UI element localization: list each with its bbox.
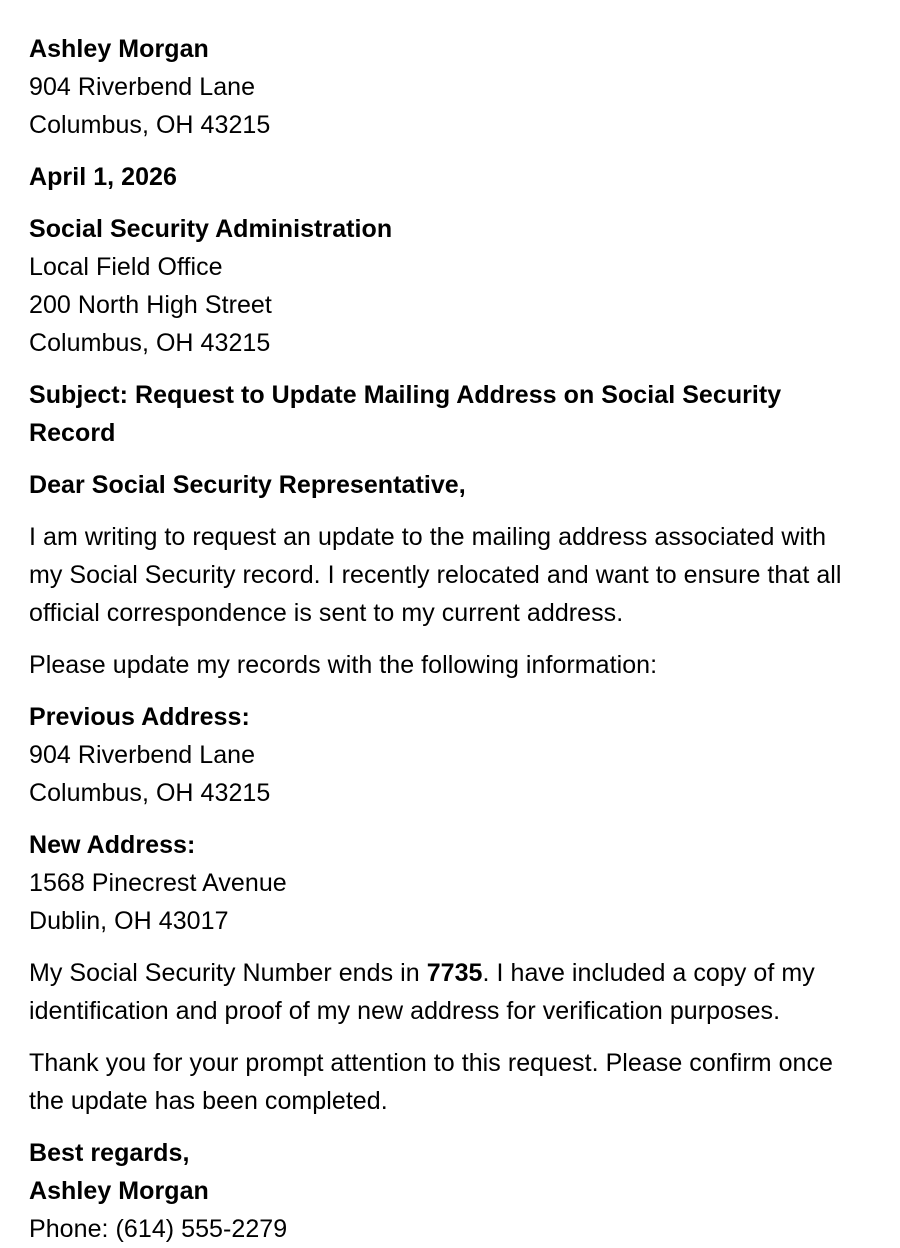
sender-street: 904 Riverbend Lane [29,73,256,101]
closing-sign-off: Best regards, [29,1139,190,1167]
recipient-city-state-zip: Columbus, OH 43215 [29,329,271,357]
subject-block [29,376,845,452]
salutation-block [29,466,845,504]
new-address-heading: New Address: [29,831,196,859]
closing-block [29,1134,845,1248]
previous-address-block [29,698,845,812]
recipient-address-block [29,210,845,362]
subject-line: Subject: Request to Update Mailing Address on Social Security Record [29,381,782,447]
previous-address-street: 904 Riverbend Lane [29,741,256,769]
ssn-paragraph-after: . I have included a copy of my identification and proof of my new address for verification purposes. [29,959,815,1025]
ssn-paragraph-block [29,954,845,1030]
previous-address-heading: Previous Address: [29,703,250,731]
ssn-paragraph [29,954,845,1030]
closing-phone: Phone: (614) 555-2279 [29,1215,288,1243]
salutation: Dear Social Security Representative, [29,471,466,499]
recipient-office: Local Field Office [29,253,223,281]
letter-date: April 1, 2026 [29,163,177,191]
new-address-city-state-zip: Dublin, OH 43017 [29,907,229,935]
body-paragraph-1-block [29,518,845,632]
body-paragraph-1: I am writing to request an update to the mailing address associated with my Social Security record. I recently relocated and want to ensure that all official correspondence is sent to my current address. [29,523,842,627]
closing-name: Ashley Morgan [29,1177,209,1205]
letter-date-block [29,158,845,196]
previous-address-city-state-zip: Columbus, OH 43215 [29,779,271,807]
body-paragraph-2: Please update my records with the following information: [29,651,658,679]
new-address-block [29,826,845,940]
recipient-street: 200 North High Street [29,291,272,319]
new-address-street: 1568 Pinecrest Avenue [29,869,287,897]
sender-name: Ashley Morgan [29,35,209,63]
recipient-organization: Social Security Administration [29,215,393,243]
body-paragraph-3: Thank you for your prompt attention to this request. Please confirm once the update has been completed. [29,1049,834,1115]
ssn-paragraph-before: My Social Security Number ends in [29,959,427,987]
ssn-last-four: 7735 [426,959,483,987]
body-paragraph-3-block [29,1044,845,1120]
sender-city-state-zip: Columbus, OH 43215 [29,111,271,139]
body-paragraph-2-block [29,646,845,684]
sender-address-block [29,30,845,144]
